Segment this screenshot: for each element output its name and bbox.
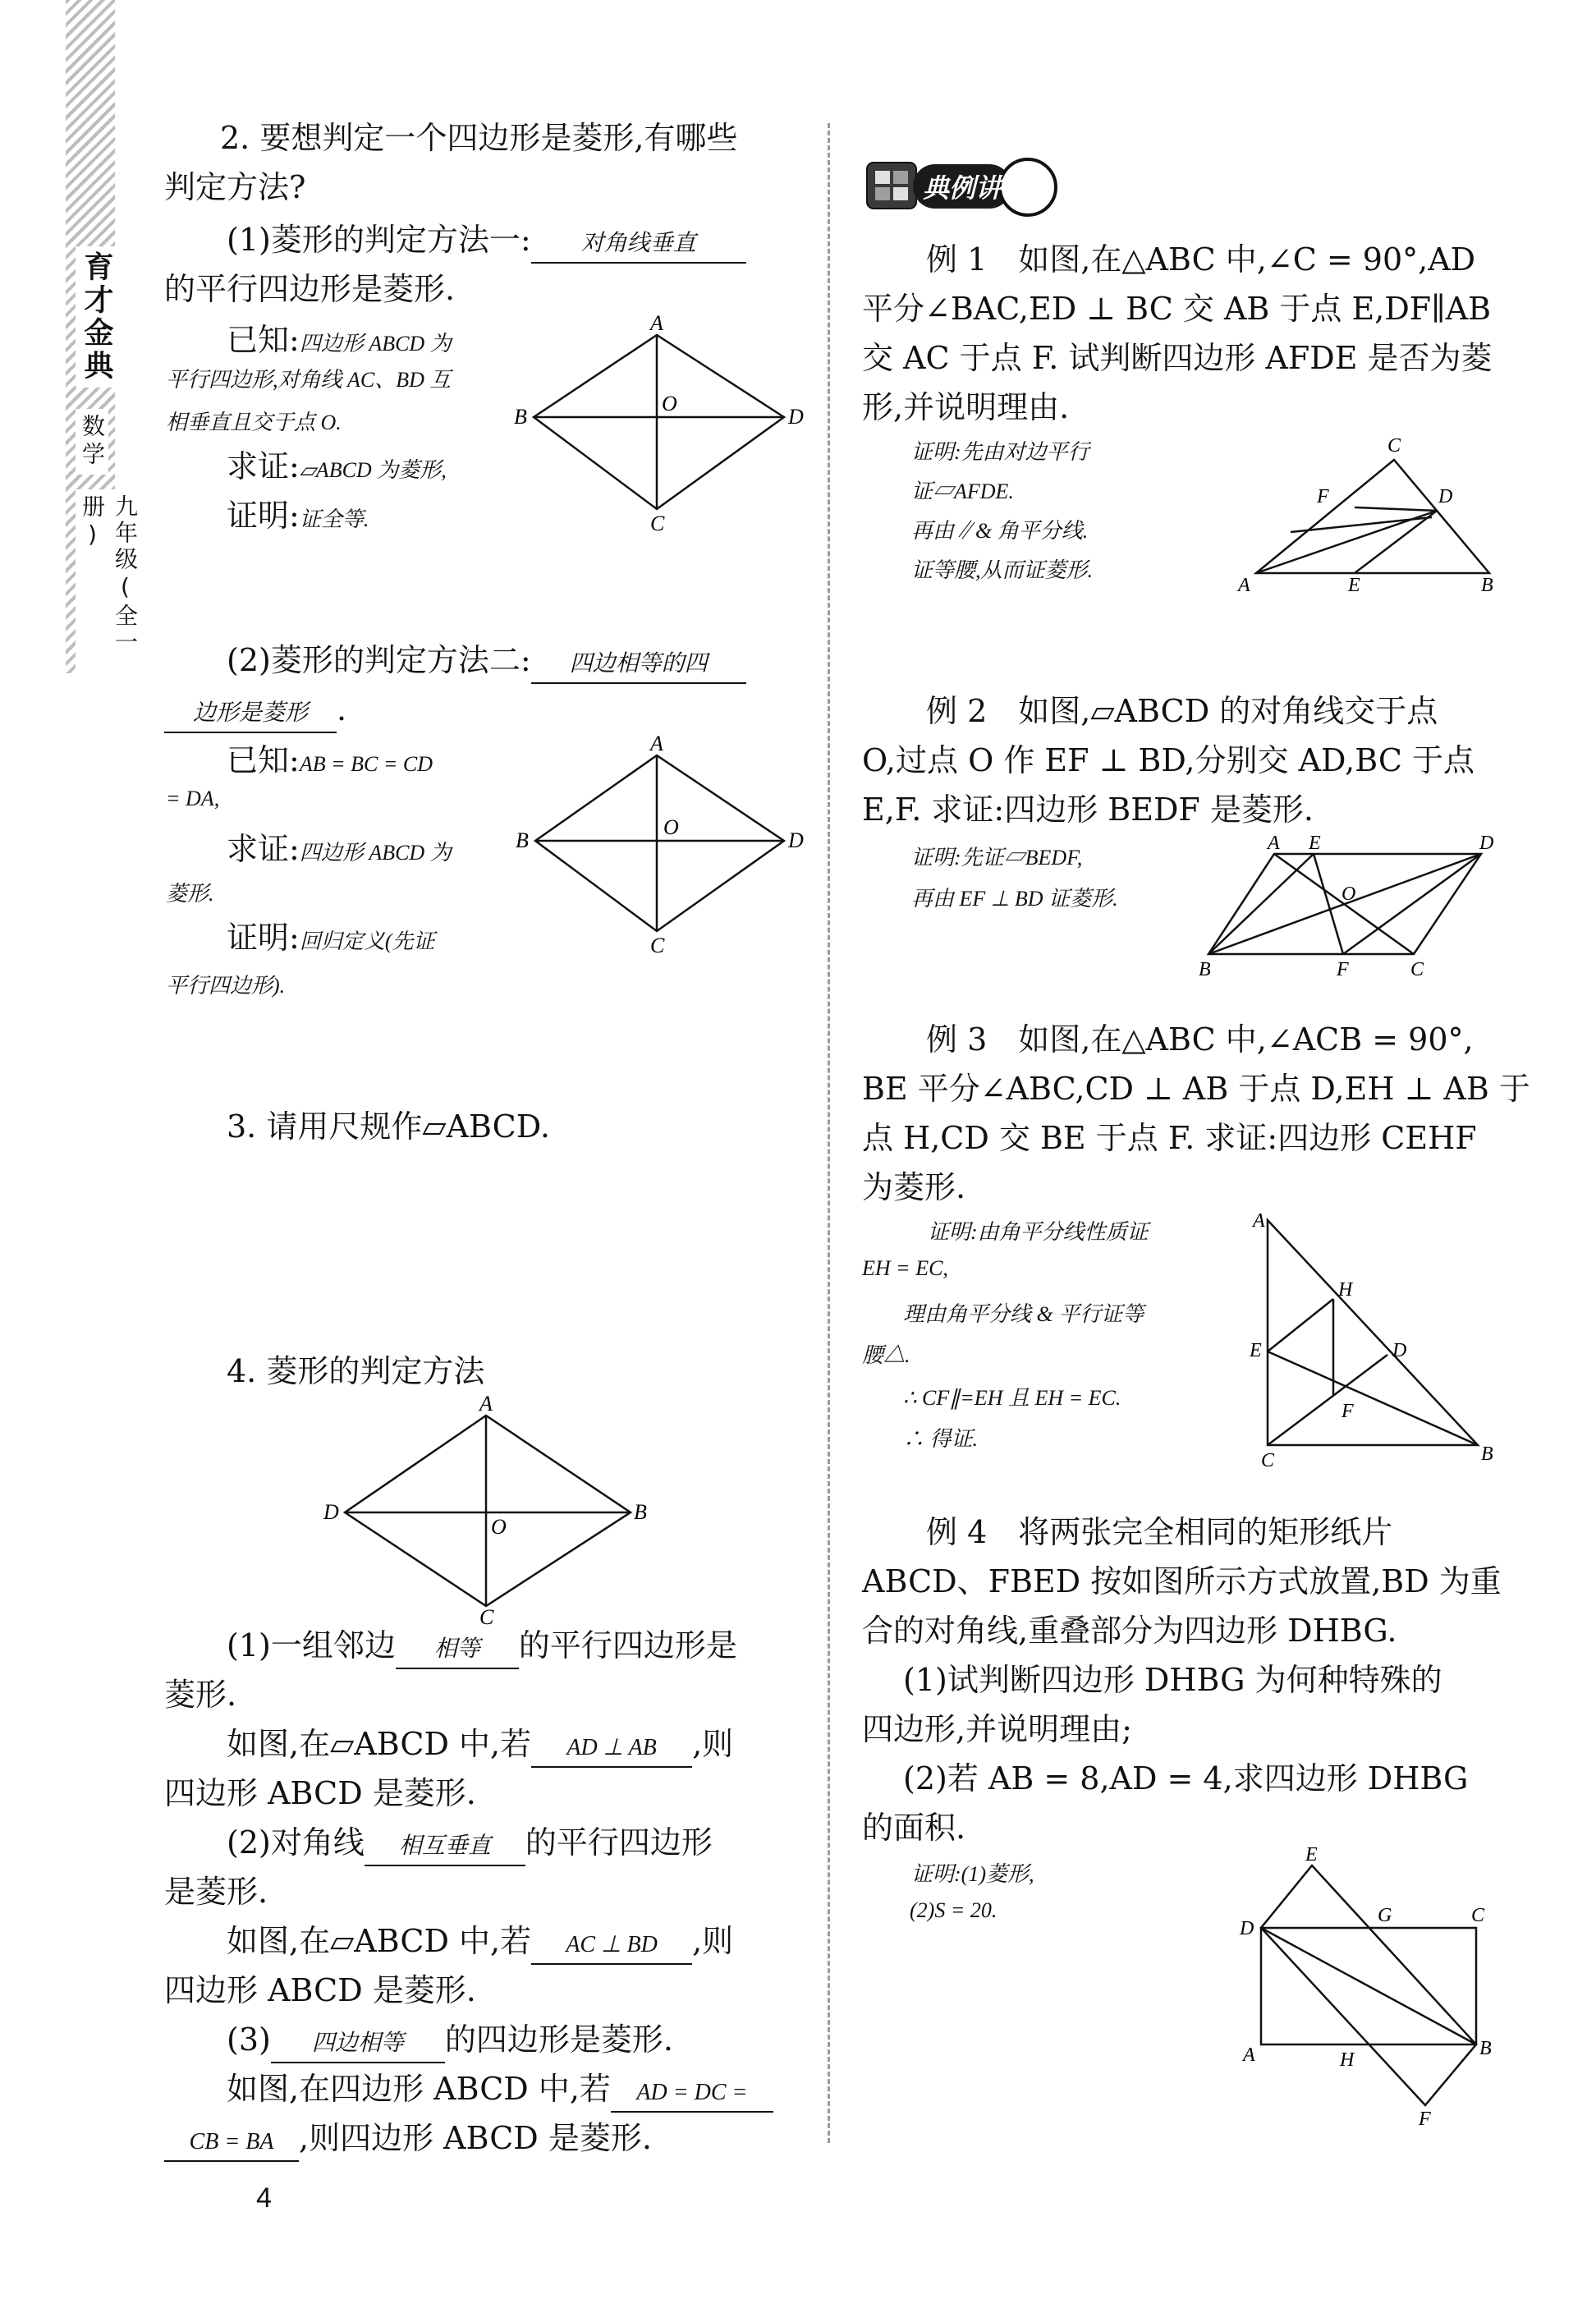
- label-d: D: [788, 828, 804, 852]
- c3-suffix: 的四边形是菱形.: [444, 2021, 673, 2058]
- m1-given: [227, 315, 452, 369]
- label-d: D: [1392, 1340, 1407, 1361]
- c2-answer: 相互垂直: [365, 1829, 525, 1866]
- column-divider: [828, 123, 830, 2143]
- q2-method1: [227, 215, 746, 264]
- ex4-line3: 合的对角线,重叠部分为四边形 DHBG.: [862, 1613, 1397, 1649]
- badge-cube-face: [875, 187, 890, 200]
- m2-prove-label: 求证:: [227, 831, 300, 867]
- sidebar: [0, 0, 139, 706]
- m1-prove: [227, 442, 447, 495]
- m1-proof-label: 证明:: [227, 498, 300, 534]
- label-e: E: [1348, 575, 1360, 596]
- ex1-note-line2: 证▱AFDE.: [911, 480, 1014, 503]
- c3-ex-suffix: ,则四边形 ABCD 是菱形.: [299, 2120, 652, 2156]
- ex3-line3: 点 H,CD 交 BE 于点 F. 求证:四边形 CEHF: [862, 1120, 1477, 1156]
- rhombus-diagram-2: [509, 732, 805, 957]
- c1-ex-answer: AD ⊥ AB: [531, 1730, 692, 1768]
- label-h: H: [1338, 1279, 1353, 1301]
- label-h: H: [1340, 2049, 1355, 2071]
- ex3-note-line4: 腰△.: [862, 1343, 910, 1367]
- c1-ex-prefix: 如图,在▱ABCD 中,若: [227, 1726, 532, 1762]
- m2-proof-line1: 回归定义(先证: [299, 929, 435, 953]
- ex4-line4: (1)试判断四边形 DHBG 为何种特殊的: [903, 1662, 1442, 1698]
- c1-ex-line2: 四边形 ABCD 是菱形.: [164, 1775, 476, 1811]
- m2-given-line2: = DA,: [166, 787, 220, 810]
- q2-method2-line2: [164, 685, 346, 734]
- ex2-segment-fd: [1343, 854, 1481, 954]
- method2-period: .: [337, 691, 347, 727]
- m2-proof-line2: 平行四边形).: [166, 974, 286, 998]
- ex2-line2: O,过点 O 作 EF ⊥ BD,分别交 AD,BC 于点: [862, 742, 1475, 778]
- ex2-segment-ef: [1314, 854, 1343, 954]
- label-b: B: [516, 828, 529, 852]
- rhombus-1-outline: [534, 335, 784, 509]
- ex1-note-line1: 证明:先由对边平行: [911, 440, 1089, 464]
- ex2-note-line2: 再由 EF ⊥ BD 证菱形.: [911, 887, 1118, 911]
- label-c: C: [650, 934, 665, 957]
- m2-prove-line1: 四边形 ABCD 为: [299, 841, 452, 865]
- ex3-segment-eh: [1268, 1299, 1333, 1351]
- subject-label: 数学: [76, 409, 108, 475]
- method2-answer-line2: 边形是菱形: [164, 695, 337, 733]
- q2-method2: [227, 636, 746, 685]
- label-c: C: [1261, 1450, 1275, 1471]
- m1-proof: [227, 491, 369, 544]
- method2-prefix: (2)菱形的判定方法二:: [227, 642, 531, 678]
- badge-cube-face: [893, 187, 908, 200]
- label-c: C: [479, 1605, 494, 1629]
- c2-ex-suffix: ,则: [692, 1923, 734, 1959]
- m1-prove-label: 求证:: [227, 448, 300, 484]
- c3-answer: 四边相等: [271, 2026, 445, 2063]
- label-c: C: [650, 512, 665, 535]
- q4-c1-example: [227, 1719, 733, 1769]
- ex3-line2: BE 平分∠ABC,CD ⊥ AB 于点 D,EH ⊥ AB 于: [862, 1071, 1530, 1107]
- label-b: B: [514, 405, 527, 429]
- ex3-note-line5: ∴ CF∥=EH 且 EH = EC.: [903, 1386, 1121, 1410]
- label-d: D: [1240, 1918, 1254, 1939]
- c1-answer: 相等: [396, 1631, 519, 1669]
- ex3-note-line2: EH = EC,: [862, 1256, 948, 1280]
- ex3-diagram: [1231, 1207, 1511, 1478]
- q4-c3: [227, 2015, 673, 2064]
- c2-ex-answer: AC ⊥ BD: [531, 1927, 692, 1965]
- c2-suffix: 的平行四边形: [525, 1824, 713, 1861]
- m2-given-line1: AB = BC = CD: [299, 752, 433, 776]
- method1-prefix: (1)菱形的判定方法一:: [227, 222, 531, 258]
- label-b: B: [634, 1500, 647, 1524]
- label-c: C: [1410, 959, 1424, 980]
- label-a: A: [650, 732, 663, 755]
- c2-prefix: (2)对角线: [227, 1824, 365, 1861]
- m1-given-line2: 平行四边形,对角线 AC、BD 互: [166, 368, 452, 392]
- c3-ex-prefix: 如图,在四边形 ABCD 中,若: [227, 2071, 611, 2107]
- q2-title-line1: 2. 要想判定一个四边形是菱形,有哪些: [220, 120, 738, 156]
- label-d: D: [1438, 486, 1453, 507]
- label-b: B: [1481, 575, 1493, 596]
- ex3-line4: 为菱形.: [862, 1169, 966, 1205]
- badge-cube-face: [893, 171, 908, 184]
- ex3-note-line1: 证明:由角平分线性质证: [928, 1220, 1149, 1244]
- m2-prove-line2: 菱形.: [166, 882, 214, 906]
- ex4-line5: 四边形,并说明理由;: [862, 1711, 1132, 1747]
- c3-ex-answer-line1: AD = DC =: [611, 2075, 773, 2113]
- label-d: D: [323, 1500, 339, 1524]
- label-o: O: [491, 1515, 507, 1539]
- page-number: 4: [256, 2182, 272, 2214]
- label-a: A: [1243, 2044, 1255, 2066]
- ex1-line1: 例 1 如图,在△ABC 中,∠C = 90°,AD: [926, 241, 1476, 278]
- label-f: F: [1317, 486, 1329, 507]
- c1-suffix: 的平行四边形是: [518, 1627, 737, 1663]
- label-a: A: [479, 1392, 493, 1416]
- m2-given: [227, 736, 433, 789]
- label-o: O: [662, 392, 677, 415]
- label-d: D: [1479, 833, 1494, 854]
- q4-c3-example: [227, 2064, 773, 2113]
- label-b: B: [1479, 2038, 1492, 2059]
- ex1-line4: 形,并说明理由.: [862, 389, 1070, 425]
- rhombus-diagram-3: [312, 1392, 657, 1629]
- q4-c2-example: [227, 1916, 733, 1966]
- badge-cube-face: [875, 171, 890, 184]
- ex3-line1: 例 3 如图,在△ABC 中,∠ACB = 90°,: [926, 1021, 1474, 1058]
- ex2-diagram: [1182, 831, 1511, 987]
- label-b: B: [1199, 959, 1211, 980]
- method2-answer-line1: 四边相等的四: [531, 646, 746, 684]
- label-e: E: [1250, 1340, 1262, 1361]
- label-b: B: [1481, 1443, 1493, 1465]
- label-f: F: [1337, 959, 1349, 980]
- label-d: D: [788, 405, 804, 429]
- m1-prove-text: ▱ABCD 为菱形,: [299, 458, 447, 482]
- m1-given-label: 已知:: [227, 322, 300, 358]
- ex4-line1: 例 4 将两张完全相同的矩形纸片: [926, 1514, 1393, 1550]
- ex1-segment-fd: [1355, 507, 1437, 511]
- method1-answer: 对角线垂直: [531, 226, 746, 264]
- label-c: C: [1387, 435, 1401, 457]
- c2-ex-prefix: 如图,在▱ABCD 中,若: [227, 1923, 532, 1959]
- m1-proof-text: 证全等.: [299, 507, 369, 531]
- c2-line2: 是菱形.: [164, 1874, 268, 1910]
- ex1-line2: 平分∠BAC,ED ⊥ BC 交 AB 于点 E,DF∥AB: [862, 291, 1492, 327]
- label-a: A: [1238, 575, 1250, 596]
- ex3-note-line6: ∴ 得证.: [903, 1427, 979, 1451]
- q3-text: 3. 请用尺规作▱ABCD.: [227, 1108, 550, 1145]
- ex4-note-line2: (2)S = 20.: [910, 1898, 998, 1922]
- label-f: F: [1419, 2109, 1431, 2130]
- m2-proof-label: 证明:: [227, 920, 300, 956]
- ex2-line1: 例 2 如图,▱ABCD 的对角线交于点: [926, 693, 1438, 729]
- ex3-segment-cd: [1268, 1355, 1387, 1445]
- ex1-diagram: [1231, 427, 1511, 608]
- ex4-diagonal-bd: [1261, 1928, 1476, 2044]
- label-c: C: [1471, 1905, 1485, 1926]
- grade-label: 九年级(全一册): [76, 489, 141, 706]
- label-e: E: [1305, 1844, 1318, 1865]
- ex3-note-line3: 理由角平分线 & 平行证等: [903, 1302, 1144, 1326]
- ex4-note-line1: 证明:(1)菱形,: [911, 1862, 1034, 1886]
- ex4-line7: 的面积.: [862, 1810, 966, 1846]
- section-badge: [864, 146, 1077, 220]
- badge-circle: [1000, 159, 1056, 215]
- method1-suffix: 的平行四边形是菱形.: [164, 271, 456, 307]
- rhombus-2-outline: [535, 755, 784, 931]
- label-g: G: [1378, 1905, 1392, 1926]
- label-e: E: [1309, 833, 1321, 854]
- m2-proof: [227, 913, 434, 966]
- label-f: F: [1341, 1401, 1354, 1422]
- ex1-note-line3: 再由∥& 角平分线.: [911, 519, 1089, 543]
- c1-prefix: (1)一组邻边: [227, 1627, 396, 1663]
- ex3-triangle-abc: [1268, 1220, 1478, 1445]
- m1-given-line1: 四边形 ABCD 为: [299, 332, 452, 356]
- q2-title-line2: 判定方法?: [164, 169, 306, 205]
- rhombus-diagram-1: [509, 312, 805, 534]
- ex1-note-line4: 证等腰,从而证菱形.: [911, 558, 1094, 582]
- badge-cube-icon: [867, 163, 916, 209]
- c3-ex-answer-line2: CB = BA: [164, 2124, 299, 2162]
- m1-given-line3: 相垂直且交于点 O.: [166, 411, 342, 434]
- label-o: O: [663, 815, 679, 839]
- q4-title: 4. 菱形的判定方法: [227, 1353, 485, 1389]
- ex1-line3: 交 AC 于点 F. 试判断四边形 AFDE 是否为菱: [862, 340, 1493, 376]
- label-o: O: [1341, 883, 1356, 905]
- m2-given-label: 已知:: [227, 742, 300, 778]
- ex4-diagram: [1228, 1842, 1507, 2130]
- ex2-line3: E,F. 求证:四边形 BEDF 是菱形.: [862, 792, 1314, 828]
- ex4-line6: (2)若 AB = 8,AD = 4,求四边形 DHBG: [903, 1760, 1469, 1797]
- q4-c2: [227, 1818, 713, 1867]
- c2-ex-line2: 四边形 ABCD 是菱形.: [164, 1972, 476, 2008]
- label-a: A: [1268, 833, 1280, 854]
- ex1-triangle-abc: [1256, 460, 1489, 573]
- badge-text: 典例讲: [923, 172, 1002, 204]
- label-a: A: [650, 311, 663, 335]
- c1-line2: 菱形.: [164, 1677, 237, 1713]
- label-a: A: [1253, 1210, 1265, 1232]
- m2-prove: [227, 824, 452, 878]
- ex2-segment-eb: [1208, 854, 1314, 954]
- series-title: 育才金典: [76, 246, 117, 388]
- ex4-line2: ABCD、FBED 按如图所示方式放置,BD 为重: [862, 1563, 1502, 1599]
- c3-prefix: (3): [227, 2021, 271, 2058]
- c1-ex-suffix: ,则: [692, 1726, 734, 1762]
- ex2-note-line1: 证明:先证▱BEDF,: [911, 846, 1083, 870]
- q4-c1: [227, 1621, 737, 1670]
- q4-c3-example-line2: [164, 2113, 652, 2163]
- rhombus-3-outline: [345, 1416, 631, 1606]
